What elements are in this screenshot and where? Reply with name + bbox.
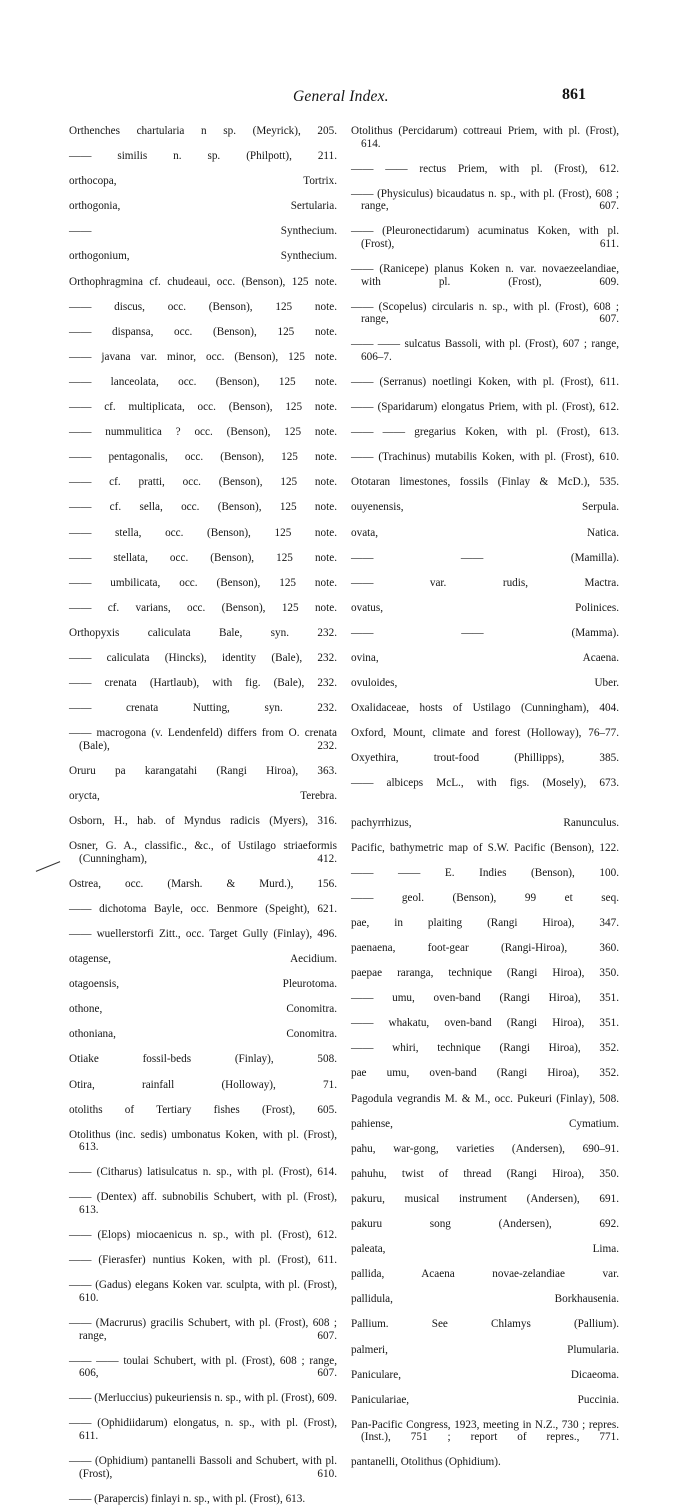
index-entry: othone, Conomitra. xyxy=(69,1003,337,1016)
index-entry: Oxford, Mount, climate and forest (Holloway), 76–77. xyxy=(351,727,619,740)
index-column-right xyxy=(351,125,619,1469)
index-entry: —— cf. multiplicata, occ. (Benson), 125 note. xyxy=(69,401,337,414)
index-entry: Oruru pa karangatahi (Rangi Hiroa), 363. xyxy=(69,764,337,777)
stray-pen-mark xyxy=(36,861,60,872)
index-entry: —— dispansa, occ. (Benson), 125 note. xyxy=(69,325,337,338)
index-entry: —— geol. (Benson), 99 et seq. xyxy=(351,891,619,904)
index-entry: —— crenata (Hartlaub), with fig. (Bale), 232. xyxy=(69,677,337,690)
index-entry: —— whakatu, oven-band (Rangi Hiroa), 351. xyxy=(351,1017,619,1030)
index-entry: pakuru, musical instrument (Andersen), 691. xyxy=(351,1192,619,1205)
index-entry: —— (Trachinus) mutabilis Koken, with pl. (Frost), 610. xyxy=(351,451,619,464)
running-title: General Index. xyxy=(293,88,389,105)
index-entry: pantanelli, Otolithus (Ophidium). xyxy=(351,1456,501,1469)
index-entry: —— (Dentex) aff. subnobilis Schubert, with pl. (Frost), 613. xyxy=(69,1191,337,1217)
index-entry: pakuru song (Andersen), 692. xyxy=(351,1218,619,1231)
index-entry: Oxyethira, trout-food (Phillipps), 385. xyxy=(351,752,619,765)
index-entry: paenaena, foot-gear (Rangi-Hiroa), 360. xyxy=(351,942,619,954)
index-entry: —— (Sparidarum) elongatus Priem, with pl. (Frost), 612. xyxy=(351,401,619,414)
index-entry: —— (Citharus) latisulcatus n. sp., with pl. (Frost), 614. xyxy=(69,1166,337,1179)
index-entry: —— lanceolata, occ. (Benson), 125 note. xyxy=(69,375,337,388)
index-entry: —— —— E. Indies (Benson), 100. xyxy=(351,866,619,879)
index-entry: —— (Serranus) noetlingi Koken, with pl. (Frost), 611. xyxy=(351,375,619,388)
index-entry: othoniana, Conomitra. xyxy=(69,1028,337,1041)
index-entry: orthocopa, Tortrix. xyxy=(69,175,337,188)
index-entry: —— (Fierasfer) nuntius Koken, with pl. (Frost), 611. xyxy=(69,1254,337,1267)
index-entry: —— (Ophidiidarum) elongatus, n. sp., with pl. (Frost), 611. xyxy=(69,1417,337,1442)
index-entry: —— cf. sella, occ. (Benson), 125 note. xyxy=(69,501,337,514)
index-entry: pahiense, Cymatium. xyxy=(351,1117,619,1130)
index-entry: Otolithus (inc. sedis) umbonatus Koken, with pl. (Frost), 613. xyxy=(69,1128,337,1154)
index-entry: —— cf. pratti, occ. (Benson), 125 note. xyxy=(69,476,337,489)
index-entry: —— stellata, occ. (Benson), 125 note. xyxy=(69,551,337,564)
index-column-left xyxy=(69,125,337,1505)
index-entry: Ostrea, occ. (Marsh. & Murd.), 156. xyxy=(69,877,337,890)
index-entry: pahu, war-gong, varieties (Andersen), 690–91. xyxy=(351,1142,619,1155)
index-entry: Orthophragmina cf. chudeaui, occ. (Benson), 125 note. xyxy=(69,275,337,288)
index-entry: Orthopyxis caliculata Bale, syn. 232. xyxy=(69,626,337,639)
index-entry: —— macrogona (v. Lendenfeld) differs from O. crenata (Bale), 232. xyxy=(69,727,337,752)
index-entry: —— umbilicata, occ. (Benson), 125 note. xyxy=(69,576,337,589)
index-entry: pae umu, oven-band (Rangi Hiroa), 352. xyxy=(351,1067,619,1080)
index-entry: —— albiceps McL., with figs. (Mosely), 673. xyxy=(351,777,619,790)
index-entry: ouyenensis, Serpula. xyxy=(351,501,619,514)
index-entry: pallidula, Borkhausenia. xyxy=(351,1293,619,1306)
index-entry: Oxalidaceae, hosts of Ustilago (Cunningham), 404. xyxy=(351,702,619,715)
index-entry: ovatus, Polinices. xyxy=(351,601,619,614)
page-header xyxy=(0,88,679,110)
index-entry: —— (Parapercis) finlayi n. sp., with pl. (Frost), 613. xyxy=(69,1492,306,1505)
index-entry: —— —— gregarius Koken, with pl. (Frost), 613. xyxy=(351,426,619,439)
index-entry: —— (Scopelus) circularis n. sp., with pl. (Frost), 608 ; range, 607. xyxy=(351,300,619,326)
index-entry: ovina, Acaena. xyxy=(351,651,619,664)
index-entry: Paniculariae, Puccinia. xyxy=(351,1393,619,1406)
index-entry: ovuloides, Uber. xyxy=(351,677,619,690)
index-entry: —— var. rudis, Mactra. xyxy=(351,576,619,589)
index-entry: —— —— toulai Schubert, with pl. (Frost), 608 ; range, 606, 607. xyxy=(69,1354,337,1380)
index-entry: orycta, Terebra. xyxy=(69,789,337,802)
index-entry: paepae raranga, technique (Rangi Hiroa), 350. xyxy=(351,967,619,980)
index-entry: —— (Macrurus) gracilis Schubert, with pl. (Frost), 608 ; range, 607. xyxy=(69,1316,337,1342)
index-entry: —— similis n. sp. (Philpott), 211. xyxy=(69,150,337,163)
index-entry: orthogonium, Synthecium. xyxy=(69,250,337,263)
index-entry: pallida, Acaena novae-zelandiae var. xyxy=(351,1268,619,1281)
index-entry: pahuhu, twist of thread (Rangi Hiroa), 350. xyxy=(351,1167,619,1180)
index-entry: orthogonia, Sertularia. xyxy=(69,200,337,213)
index-entry: Otolithus (Percidarum) cottreaui Priem, with pl. (Frost), 614. xyxy=(351,125,619,150)
index-entry: —— —— rectus Priem, with pl. (Frost), 612. xyxy=(351,162,619,175)
index-entry: —— cf. varians, occ. (Benson), 125 note. xyxy=(69,601,337,614)
index-entry: —— (Ophidium) pantanelli Bassoli and Schubert, with pl. (Frost), 610. xyxy=(69,1454,337,1480)
index-entry: —— Synthecium. xyxy=(69,225,337,238)
index-entry: —— wuellerstorfi Zitt., occ. Target Gully (Finlay), 496. xyxy=(69,928,337,940)
index-entry: —— (Elops) miocaenicus n. sp., with pl. (Frost), 612. xyxy=(69,1229,337,1242)
index-entry: —— (Gadus) elegans Koken var. sculpta, with pl. (Frost), 610. xyxy=(69,1279,337,1304)
index-entry: —— —— sulcatus Bassoli, with pl. (Frost), 607 ; range, 606–7. xyxy=(351,338,619,363)
index-entry: —— —— (Mamma). xyxy=(351,626,619,639)
index-entry: Otira, rainfall (Holloway), 71. xyxy=(69,1078,337,1091)
index-entry: —— javana var. minor, occ. (Benson), 125 note. xyxy=(69,350,337,363)
page-number: 861 xyxy=(562,86,586,103)
index-entry: Otiake fossil-beds (Finlay), 508. xyxy=(69,1053,337,1066)
index-entry: —— caliculata (Hincks), identity (Bale), 232. xyxy=(69,651,337,664)
index-entry: Osborn, H., hab. of Myndus radicis (Myers), 316. xyxy=(69,815,337,828)
index-entry: Osner, G. A., classific., &c., of Ustilago striaeformis (Cunningham), 412. xyxy=(69,840,337,865)
index-entry: Ototaran limestones, fossils (Finlay & McD.), 535. xyxy=(351,476,619,489)
section-gap xyxy=(351,803,619,817)
index-entry: —— (Physiculus) bicaudatus n. sp., with pl. (Frost), 608 ; range, 607. xyxy=(351,187,619,213)
index-entry: Paniculare, Dicaeoma. xyxy=(351,1368,619,1381)
index-entry: Pacific, bathymetric map of S.W. Pacific (Benson), 122. xyxy=(351,841,619,854)
index-entry: palmeri, Plumularia. xyxy=(351,1343,619,1356)
index-entry: —— pentagonalis, occ. (Benson), 125 note. xyxy=(69,451,337,464)
index-entry: Pagodula vegrandis M. & M., occ. Pukeuri (Finlay), 508. xyxy=(351,1092,619,1105)
index-entry: ovata, Natica. xyxy=(351,526,619,539)
index-entry: Pallium. See Chlamys (Pallium). xyxy=(351,1318,619,1331)
index-entry: pachyrrhizus, Ranunculus. xyxy=(351,816,619,829)
index-entry: —— (Merluccius) pukeuriensis n. sp., with pl. (Frost), 609. xyxy=(69,1392,337,1405)
index-entry: —— dichotoma Bayle, occ. Benmore (Speight), 621. xyxy=(69,902,337,915)
index-entry: —— crenata Nutting, syn. 232. xyxy=(69,702,337,715)
index-entry: —— umu, oven-band (Rangi Hiroa), 351. xyxy=(351,992,619,1005)
index-entry: —— stella, occ. (Benson), 125 note. xyxy=(69,526,337,539)
index-entry: Pan-Pacific Congress, 1923, meeting in N.Z., 730 ; repres. (Inst.), 751 ; report of repres., 771. xyxy=(351,1418,619,1444)
index-entry: —— (Pleuronectidarum) acuminatus Koken, with pl. (Frost), 611. xyxy=(351,225,619,250)
index-entry: otoliths of Tertiary fishes (Frost), 605. xyxy=(69,1103,337,1116)
index-entry: —— discus, occ. (Benson), 125 note. xyxy=(69,300,337,313)
index-entry: Orthenches chartularia n sp. (Meyrick), 205. xyxy=(69,125,337,137)
index-entry: —— nummulitica ? occ. (Benson), 125 note. xyxy=(69,426,337,439)
index-entry: pae, in plaiting (Rangi Hiroa), 347. xyxy=(351,916,619,929)
index-entry: otagense, Aecidium. xyxy=(69,953,337,966)
index-entry: —— —— (Mamilla). xyxy=(351,551,619,564)
index-entry: —— whiri, technique (Rangi Hiroa), 352. xyxy=(351,1042,619,1055)
index-entry: paleata, Lima. xyxy=(351,1243,619,1256)
index-entry: —— (Ranicepe) planus Koken n. var. novaezeelandiae, with pl. (Frost), 609. xyxy=(351,263,619,288)
index-entry: otagoensis, Pleurotoma. xyxy=(69,978,337,991)
